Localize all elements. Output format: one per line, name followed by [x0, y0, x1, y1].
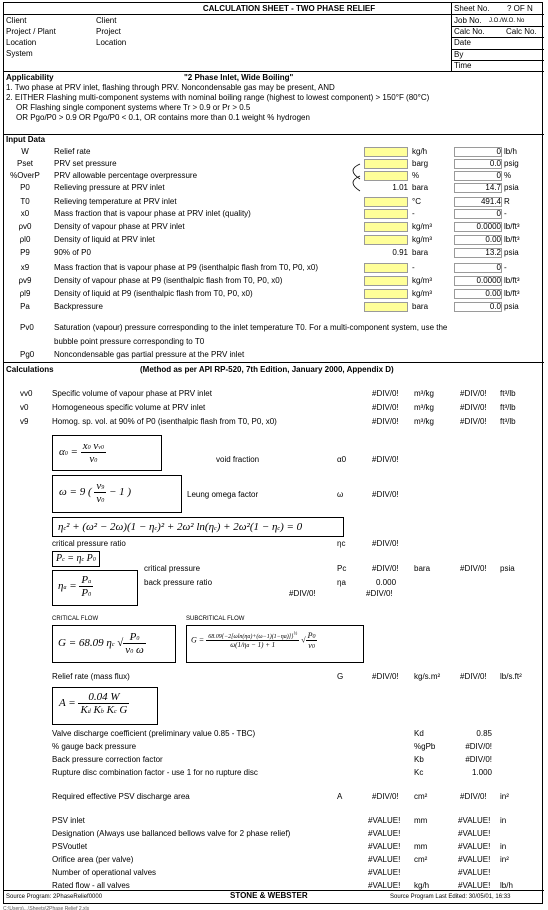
psv-unit: mm [414, 816, 428, 825]
psv-value-2: #VALUE! [458, 842, 491, 851]
critical-pressure-value: #DIV/0! [372, 564, 399, 573]
critical-pressure-formula: Pc = ηc P0 [52, 551, 100, 567]
converted-value: 0 [496, 263, 501, 272]
converted-value: 491.4 [480, 197, 501, 206]
psv-value-2: #VALUE! [458, 881, 491, 890]
input-symbol: ρl9 [19, 289, 31, 298]
subcritical-flow-label: SUBCRITICAL FLOW [186, 616, 245, 622]
input-field[interactable] [364, 209, 408, 219]
system-label: System [6, 49, 33, 58]
converted-unit: lb/ft³ [504, 235, 520, 244]
relief-rate-value: #DIV/0! [372, 672, 399, 681]
calculations-label: Calculations [6, 365, 54, 374]
input-unit: kg/m³ [412, 235, 432, 244]
converted-unit: lb/ft³ [504, 289, 520, 298]
input-unit: bara [412, 248, 429, 257]
client-value: Client [96, 16, 117, 25]
bracket-arrow [353, 164, 360, 179]
input-unit: kg/m³ [412, 222, 432, 231]
input-description: 90% of P0 [54, 248, 91, 257]
converted-value: 0.0000 [476, 276, 501, 285]
omega-formula: ω = 9 ( $\frac{v9}{v0}$ − 1 ) [52, 475, 182, 513]
input-description: PRV set pressure [54, 159, 117, 168]
pv0-symbol: Pv0 [20, 323, 34, 332]
div-b: #DIV/0! [366, 589, 393, 598]
input-unit: - [412, 209, 415, 218]
by-label: By [454, 50, 464, 59]
applicability-line-3: OR Flashing single component systems where Tr > 0.9 or Pr > 0.5 [16, 103, 251, 112]
input-unit: °C [412, 197, 421, 206]
converted-unit: - [504, 209, 507, 218]
void-fraction-formula: α0 = $\frac{x0 vv0}{v0}$ [52, 435, 162, 471]
time-label: Time [454, 61, 472, 70]
subcritical-flow-formula: G = $\frac{68.09\{-2[\omega\ln(\eta a)+(\omega-1)(1-\eta a)]\}^{\frac{1}{2}}}{\omega(1/\eta a - 1) + 1}$ √ $\frac{P0}{v0}$ [186, 625, 364, 663]
converted-unit: psig [504, 159, 519, 168]
input-field[interactable] [364, 263, 408, 273]
input-description: Density of liquid at P9 (isenthalpic flash from T0, P0, x0) [54, 289, 253, 298]
coefficient-description: Valve discharge coefficient (preliminary value 0.85 - TBC) [52, 729, 256, 738]
input-symbol: Pset [16, 159, 33, 168]
critical-flow-formula: G = 68.09 ηc √ $\frac{P0}{v0 \omega}$ [52, 625, 176, 663]
psv-description: PSVoutlet [52, 842, 88, 851]
calc-unit: m³/kg [414, 417, 434, 426]
psv-unit: mm [414, 842, 428, 851]
input-unit: % [412, 171, 420, 180]
applicability-line-1: 1. Two phase at PRV inlet, flashing through PRV. Noncondensable gas may be present, AND [6, 83, 335, 92]
input-description: Relief rate [54, 147, 91, 156]
input-field[interactable] [364, 147, 408, 157]
input-symbol: ρv0 [18, 222, 32, 231]
coefficient-symbol: Kd [414, 729, 424, 738]
converted-unit: psia [504, 183, 519, 192]
calc-description: Homog. sp. vol. at 90% of P0 (isenthalpic flash from T0, P0, x0) [52, 417, 277, 426]
input-unit: kg/m³ [412, 276, 432, 285]
coefficient-value: #DIV/0! [465, 742, 492, 751]
input-symbol: ρl0 [19, 235, 31, 244]
input-field[interactable] [364, 197, 408, 207]
void-fraction-symbol: α0 [337, 455, 347, 464]
footer-source: Source Program: 2PhaseRelief0000 [6, 894, 103, 900]
input-description: Density of vapour phase at PRV inlet [54, 222, 185, 231]
converted-value: 0.0000 [476, 222, 501, 231]
footer-edited: Source Program Last Edited: 30/05/01, 16:33 [390, 894, 511, 900]
footer-path: C:\Users\...\Sheets\2Phase Relief 2.xls [3, 906, 90, 910]
critical-pressure-label: critical pressure [144, 564, 201, 573]
relief-rate-unit-2: lb/s.ft² [500, 672, 522, 681]
input-symbol: x9 [20, 263, 30, 272]
calc-unit: m³/kg [414, 389, 434, 398]
psv-value-2: #VALUE! [458, 816, 491, 825]
critical-pressure-unit-2: psia [500, 564, 515, 573]
critical-flow-label: CRITICAL FLOW [52, 616, 99, 622]
psv-value: #VALUE! [368, 855, 401, 864]
div-a: #DIV/0! [289, 589, 316, 598]
input-symbol: x0 [20, 209, 30, 218]
relief-rate-label: Relief rate (mass flux) [52, 672, 130, 681]
calc-description: Homogeneous specific volume at PRV inlet [52, 403, 206, 412]
calc-symbol: v0 [20, 403, 29, 412]
back-pressure-symbol: ηa [337, 578, 346, 587]
void-fraction-label: void fraction [216, 455, 260, 464]
converted-value: 14.7 [485, 183, 501, 192]
input-description: Mass fraction that is vapour phase at PRV inlet (quality) [54, 209, 251, 218]
psv-value: #VALUE! [368, 816, 401, 825]
input-description: Density of liquid at PRV inlet [54, 235, 155, 244]
critical-pressure-unit: bara [414, 564, 431, 573]
input-symbol: W [21, 147, 29, 156]
psv-description: Rated flow - all valves [52, 881, 130, 890]
location-label: Location [6, 38, 37, 47]
input-description: Relieving pressure at PRV inlet [54, 183, 165, 192]
input-description: Relieving temperature at PRV inlet [54, 197, 177, 206]
psv-unit-2: in [500, 842, 507, 851]
converted-value: 0.0 [489, 302, 501, 311]
psv-value: #VALUE! [368, 842, 401, 851]
calc-description: Specific volume of vapour phase at PRV inlet [52, 389, 212, 398]
footer-company: STONE & WEBSTER [230, 891, 308, 900]
input-field[interactable] [364, 276, 408, 286]
psv-unit-2: lb/h [500, 881, 513, 890]
relief-rate-value-2: #DIV/0! [460, 672, 487, 681]
input-description: PRV allowable percentage overpressure [54, 171, 198, 180]
calc-no-value: Calc No. [506, 27, 537, 36]
converted-unit: psia [504, 302, 519, 311]
pg0-symbol: Pg0 [20, 350, 35, 359]
input-unit: bara [412, 183, 429, 192]
calculations-method: (Method as per API RP-520, 7th Edition, January 2000, Appendix D) [140, 365, 394, 374]
input-description: Mass fraction that is vapour phase at P9 (isenthalpic flash from T0, P0, x0) [54, 263, 318, 272]
input-description: Backpressure [54, 302, 103, 311]
critical-ratio-formula: ηc² + (ω² − 2ω)(1 − ηc)² + 2ω² ln(ηc) + 2ω²(1 − ηc) = 0 [52, 517, 344, 537]
converted-unit: lb/ft³ [504, 276, 520, 285]
calc-unit: m³/kg [414, 403, 434, 412]
psv-value: #VALUE! [368, 868, 401, 877]
area-unit-2: in² [500, 792, 509, 801]
omega-value: #DIV/0! [372, 490, 399, 499]
job-no-label: Job No. [454, 16, 482, 25]
applicability-line-4: OR Pgo/P0 > 0.9 OR Pgo/P0 < 0.1, OR contains more than 0.1 weight % hydrogen [16, 113, 310, 122]
input-symbol: Pa [20, 302, 30, 311]
area-value: #DIV/0! [372, 792, 399, 801]
area-unit: cm² [414, 792, 428, 801]
coefficient-description: % gauge back pressure [52, 742, 137, 751]
omega-symbol: ω [337, 490, 344, 499]
input-unit: - [412, 263, 415, 272]
void-fraction-value: #DIV/0! [372, 455, 399, 464]
psv-description: Orifice area (per valve) [52, 855, 134, 864]
project-label: Project / Plant [6, 27, 56, 36]
input-unit: kg/h [412, 147, 428, 156]
input-description: Density of vapour phase at P9 (isenthalpic flash from T0, P0, x0) [54, 276, 283, 285]
converted-value: 0 [496, 171, 501, 180]
applicability-line-2: 2. EITHER Flashing multi-component systems with nominal boiling range (highest to lowest component) > 150°F (80°C) [6, 93, 430, 102]
input-symbol: ρv9 [18, 276, 32, 285]
psv-value: #VALUE! [368, 829, 401, 838]
job-no-value: J.O./W.O. No [489, 18, 525, 24]
psv-description: Designation (Always use ballanced bellows valve for 2 phase relief) [52, 829, 291, 838]
calc-symbol: vv0 [20, 389, 33, 398]
input-field[interactable] [364, 235, 408, 245]
converted-unit: lb/h [504, 147, 517, 156]
psv-unit-2: in² [500, 855, 509, 864]
coefficient-description: Back pressure correction factor [52, 755, 163, 764]
calc-unit-2: ft³/lb [500, 389, 516, 398]
back-pressure-formula: ηa = $\frac{Pa}{P0}$ [52, 570, 138, 606]
client-label: Client [6, 16, 27, 25]
critical-pressure-symbol: Pc [337, 564, 347, 573]
coefficient-value: 0.85 [476, 729, 492, 738]
coefficient-value: #DIV/0! [465, 755, 492, 764]
calc-value: #DIV/0! [372, 389, 399, 398]
psv-unit: cm² [414, 855, 428, 864]
area-formula: A = $\frac{0.04 W}{\text{Kd Kb Kc G}}$ [52, 687, 158, 725]
sheet-no-value: ? OF N [507, 4, 533, 13]
psv-value: #VALUE! [368, 881, 401, 890]
psv-unit: kg/h [414, 881, 430, 890]
date-label: Date [454, 38, 471, 47]
converted-unit: R [504, 197, 510, 206]
psv-value-2: #VALUE! [458, 829, 491, 838]
relief-rate-symbol: G [337, 672, 344, 681]
input-unit: bara [412, 302, 429, 311]
converted-unit: psia [504, 248, 519, 257]
input-field[interactable] [364, 159, 408, 169]
coefficient-description: Rupture disc combination factor - use 1 for no rupture disc [52, 768, 258, 777]
critical-ratio-symbol: ηc [337, 539, 346, 548]
calc-value-2: #DIV/0! [460, 389, 487, 398]
calc-unit-2: ft³/lb [500, 417, 516, 426]
critical-pressure-value-2: #DIV/0! [460, 564, 487, 573]
relief-rate-unit: kg/s.m² [414, 672, 441, 681]
coefficient-value: 1.000 [471, 768, 492, 777]
back-pressure-label: back pressure ratio [144, 578, 213, 587]
psv-value-2: #VALUE! [458, 855, 491, 864]
converted-value: 0.00 [485, 289, 501, 298]
sheet-no-label: Sheet No. [454, 4, 490, 13]
coefficient-symbol: Kc [414, 768, 424, 777]
applicability-label: Applicability [6, 73, 54, 82]
area-symbol: A [337, 792, 343, 801]
sheet-title: CALCULATION SHEET - TWO PHASE RELIEF [202, 4, 376, 13]
input-symbol: P0 [20, 183, 30, 192]
calc-symbol: v9 [20, 417, 29, 426]
calc-unit-2: ft³/lb [500, 403, 516, 412]
input-data-label: Input Data [6, 135, 46, 144]
calc-value-2: #DIV/0! [460, 403, 487, 412]
converted-value: 0.0 [489, 159, 501, 168]
area-value-2: #DIV/0! [460, 792, 487, 801]
critical-ratio-label: critical pressure ratio [52, 539, 126, 548]
location-value: Location [96, 38, 127, 47]
bracket-arrow [353, 176, 360, 191]
critical-ratio-value: #DIV/0! [372, 539, 399, 548]
coefficient-symbol: %gPb [414, 742, 436, 751]
psv-description: PSV inlet [52, 816, 85, 825]
coefficient-symbol: Kb [414, 755, 424, 764]
converted-value: 0 [496, 147, 501, 156]
input-value: 1.01 [392, 183, 408, 192]
pg0-description: Noncondensable gas partial pressure at the PRV inlet [54, 350, 245, 359]
input-field[interactable] [364, 171, 408, 181]
project-value: Project [96, 27, 121, 36]
converted-unit: lb/ft³ [504, 222, 520, 231]
pv0-description: Saturation (vapour) pressure corresponding to the inlet temperature T0. For a multi-component system, use the [54, 323, 448, 332]
converted-value: 0 [496, 209, 501, 218]
calc-value: #DIV/0! [372, 417, 399, 426]
pv0-description-2: bubble point pressure corresponding to T0 [54, 337, 205, 346]
converted-unit: - [504, 263, 507, 272]
input-field[interactable] [364, 302, 408, 312]
psv-value-2: #VALUE! [458, 868, 491, 877]
input-unit: kg/m³ [412, 289, 432, 298]
input-value: 0.91 [392, 248, 408, 257]
input-symbol: P9 [20, 248, 30, 257]
omega-label: Leung omega factor [187, 490, 259, 499]
calculation-sheet [3, 2, 543, 904]
input-symbol: T0 [20, 197, 30, 206]
psv-unit-2: in [500, 816, 507, 825]
input-field[interactable] [364, 222, 408, 232]
back-pressure-value: 0.000 [376, 578, 397, 587]
converted-value: 13.2 [485, 248, 501, 257]
calc-value: #DIV/0! [372, 403, 399, 412]
converted-unit: % [504, 171, 512, 180]
calc-no-label: Calc No. [454, 27, 485, 36]
applicability-type: "2 Phase Inlet, Wide Boiling" [184, 73, 294, 82]
input-field[interactable] [364, 289, 408, 299]
psv-description: Number of operational valves [52, 868, 157, 877]
input-symbol: %OverP [10, 171, 40, 180]
area-label: Required effective PSV discharge area [52, 792, 190, 801]
converted-value: 0.00 [485, 235, 501, 244]
input-unit: barg [412, 159, 429, 168]
calc-value-2: #DIV/0! [460, 417, 487, 426]
